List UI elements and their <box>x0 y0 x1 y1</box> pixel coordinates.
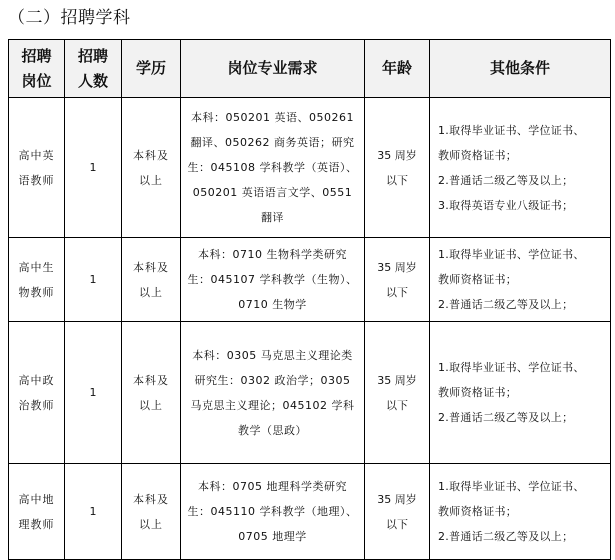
cell-age: 35 周岁以下 <box>365 238 430 322</box>
header-post <box>9 40 65 98</box>
cell-post: 高中生物教师 <box>9 238 65 322</box>
condition-item: 1.取得毕业证书、学位证书、 <box>438 123 585 137</box>
header-count-line2: 人数 <box>77 71 108 90</box>
condition-item: 教师资格证书； <box>438 505 518 518</box>
condition-item: 1.取得毕业证书、学位证书、 <box>438 480 585 493</box>
cell-major: 本科：0705 地理科学类研究生：045110 学科教学（地理）、0705 地理学 <box>181 464 365 560</box>
table-row <box>9 464 611 560</box>
cell-age: 35 周岁以下 <box>365 464 430 560</box>
condition-item: 2.普通话二级乙等及以上； <box>438 173 574 187</box>
table-header-row <box>9 40 611 98</box>
condition-item: 1.取得毕业证书、学位证书、 <box>438 361 585 374</box>
cell-post: 高中地理教师 <box>9 464 65 560</box>
cell-count: 1 <box>65 98 122 238</box>
section-title: （二）招聘学科 <box>8 8 131 28</box>
cell-other <box>430 322 611 464</box>
condition-item: 1.取得毕业证书、学位证书、 <box>438 248 585 261</box>
header-post-line1: 招聘 <box>21 46 52 65</box>
table-row <box>9 98 611 238</box>
cell-age: 35 周岁以下 <box>365 322 430 464</box>
condition-item: 3.取得英语专业八级证书； <box>438 198 574 212</box>
cell-degree: 本科及以上 <box>122 322 181 464</box>
header-age: 年龄 <box>365 40 430 98</box>
table-row <box>9 238 611 322</box>
recruitment-table <box>8 39 611 560</box>
header-major: 岗位专业需求 <box>181 40 365 98</box>
condition-item: 教师资格证书； <box>438 273 518 286</box>
cell-degree: 本科及以上 <box>122 238 181 322</box>
cell-post: 高中英语教师 <box>9 98 65 238</box>
cell-degree: 本科及以上 <box>122 464 181 560</box>
cell-other <box>430 464 611 560</box>
cell-count: 1 <box>65 322 122 464</box>
header-count-line1: 招聘 <box>77 46 108 65</box>
cell-count: 1 <box>65 464 122 560</box>
condition-item: 2.普通话二级乙等及以上； <box>438 411 574 424</box>
condition-item: 2.普通话二级乙等及以上； <box>438 298 574 311</box>
cell-count: 1 <box>65 238 122 322</box>
cell-degree: 本科及以上 <box>122 98 181 238</box>
condition-item: 2.普通话二级乙等及以上； <box>438 530 574 543</box>
cell-major: 本科：050201 英语、050261 翻译、050262 商务英语；研究生：045108 学科教学（英语）、050201 英语语言文学、0551 翻译 <box>181 98 365 238</box>
cell-age: 35 周岁以下 <box>365 98 430 238</box>
condition-item: 教师资格证书； <box>438 148 518 162</box>
table-row <box>9 322 611 464</box>
cell-major: 本科：0305 马克思主义理论类研究生：0302 政治学；0305 马克思主义理论；045102 学科教学（思政） <box>181 322 365 464</box>
header-count <box>65 40 122 98</box>
header-post-line2: 岗位 <box>21 71 52 90</box>
condition-item: 教师资格证书； <box>438 386 518 399</box>
cell-post: 高中政治教师 <box>9 322 65 464</box>
cell-other <box>430 238 611 322</box>
header-degree: 学历 <box>122 40 181 98</box>
cell-other <box>430 98 611 238</box>
header-other: 其他条件 <box>430 40 611 98</box>
cell-major: 本科：0710 生物科学类研究生：045107 学科教学（生物）、0710 生物学 <box>181 238 365 322</box>
